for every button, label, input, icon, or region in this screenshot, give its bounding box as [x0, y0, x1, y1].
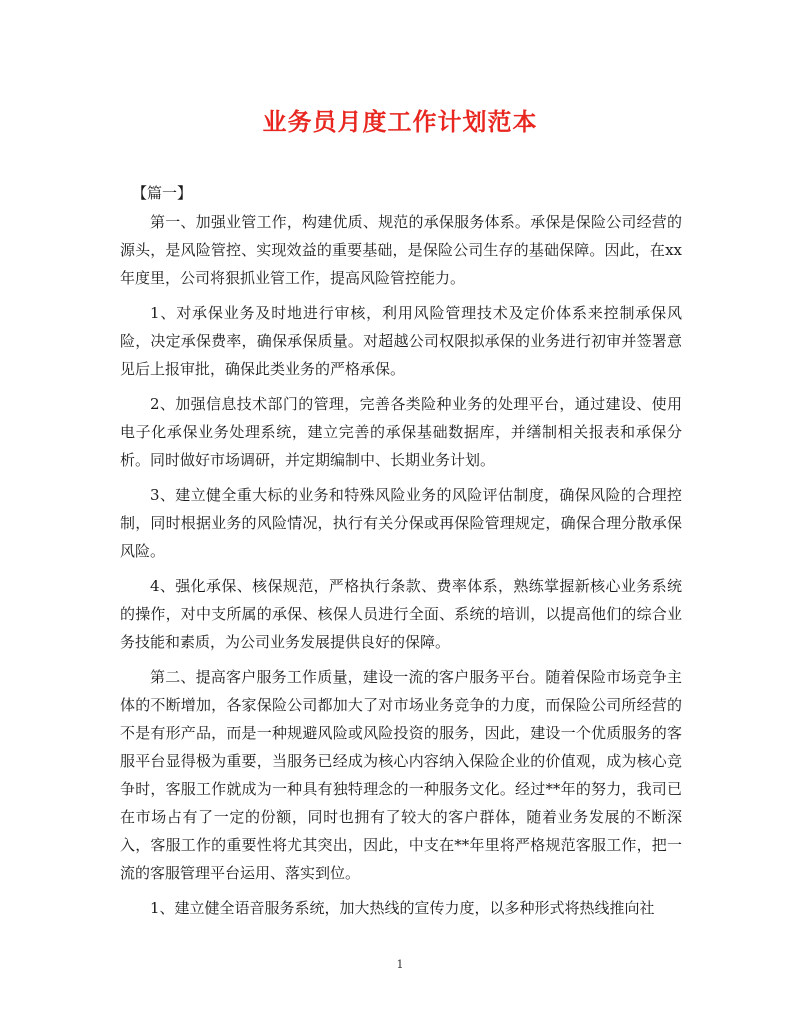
- paragraph-4: 3、建立健全重大标的业务和特殊风险业务的风险评估制度，确保风险的合理控制，同时根据业务的风险情况，执行有关分保或再保险管理规定，确保合理分散承保风险。: [120, 486, 682, 560]
- paragraph-3: 2、加强信息技术部门的管理，完善各类险种业务的处理平台，通过建设、使用电子化承保业务处理系统，建立完善的承保基础数据库，并缮制相关报表和承保分析。同时做好市场调研，并定期编制中、长期业务计划。: [120, 395, 682, 469]
- paragraph-6: 第二、提高客户服务工作质量，建设一流的客户服务平台。随着保险市场竞争主体的不断增加，各家保险公司都加大了对市场业务竞争的力度，而保险公司所经营的不是有形产品，而是一种规避风险或风险投资的服务，因此，建设一个优质服务的客服平台显得极为重要，当服务已经成为核心内容纳入保险企业的价值观，成为核心竞争时，客服工作就成为一种具有独特理念的一种服务文化。经过**年的努力，我司已在市场占有了一定的份额，同时也拥有了较大的客户群体，随着业务发展的不断深入，客服工作的重要性将尤其突出，因此，中支在**年里将严格规范客服工作，把一流的客服管理平台运用、落实到位。: [120, 668, 682, 882]
- paragraph-5: 4、强化承保、核保规范，严格执行条款、费率体系，熟练掌握新核心业务系统的操作，对中支所属的承保、核保人员进行全面、系统的培训，以提高他们的综合业务技能和素质，为公司业务发展提供良好的保障。: [120, 577, 682, 651]
- paragraph-7: 1、建立健全语音服务系统，加大热线的宣传力度，以多种形式将热线推向社: [150, 899, 655, 917]
- page-number: 1: [396, 958, 404, 971]
- paragraph-2: 1、对承保业务及时地进行审核，利用风险管理技术及定价体系来控制承保风险，决定承保费率，确保承保质量。对超越公司权限拟承保的业务进行初审并签署意见后上报审批，确保此类业务的严格承保。: [120, 304, 682, 378]
- document-body: [120, 178, 682, 929]
- paragraph-1: 第一、加强业管工作，构建优质、规范的承保服务体系。承保是保险公司经营的源头，是风险管控、实现效益的重要基础，是保险公司生存的基础保障。因此，在xx年度里，公司将狠抓业管工作，提高风险管控能力。: [120, 213, 682, 287]
- document-title: 业务员月度工作计划范本: [262, 107, 538, 136]
- section-label: 【篇一】: [132, 184, 193, 202]
